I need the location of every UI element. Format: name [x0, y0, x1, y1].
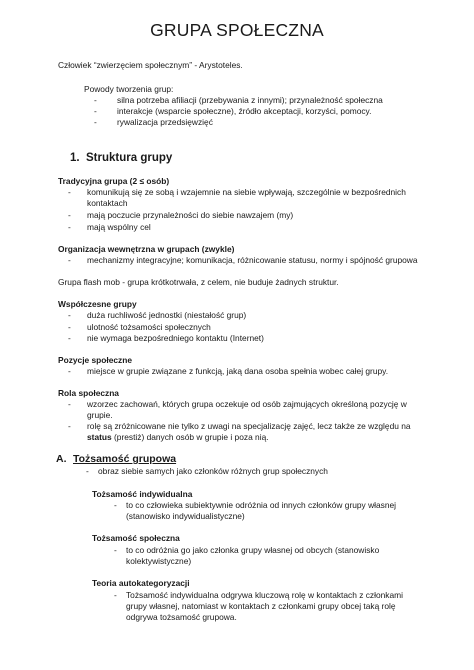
bullet-dash: - — [68, 333, 71, 343]
list-item-continuation: odgrywa tożsamość grupowa. — [126, 612, 237, 622]
list-item: wzorzec zachowań, których grupa oczekuje od osób zajmujących określoną pozycję w — [87, 399, 407, 409]
list-item: miejsce w grupie związane z funkcją, jaką dana osoba spełnia wobec całej grupy. — [87, 366, 389, 376]
section-heading: Tożsamość grupowa — [73, 453, 177, 465]
list-item: komunikują się ze sobą i wzajemnie na siebie wpływają, szczególnie w bezpośrednich — [87, 187, 406, 197]
bullet-dash: - — [94, 117, 97, 127]
bullet-dash: - — [114, 590, 117, 600]
reasons-heading: Powody tworzenia grup: — [84, 84, 174, 94]
list-item: mechanizmy integracyjne; komunikacja, różnicowanie statusu, normy i spójność grupowa — [87, 255, 418, 265]
bullet-dash: - — [86, 466, 89, 476]
list-item-continuation: (stanowisko indywidualistyczne) — [126, 511, 245, 521]
intro-quote: Człowiek “zwierzęciem społecznym” - Arystoteles. — [58, 60, 243, 70]
list-item: Tożsamość indywidualna odgrywa kluczową rolę w kontaktach z członkami — [126, 590, 403, 600]
list-item: to co człowieka subiektywnie odróżnia od innych członków grupy własnej — [126, 500, 396, 510]
reason-item: interakcje (wsparcie społeczne), źródło akceptacji, korzyści, pomocy. — [117, 106, 372, 116]
bullet-dash: - — [68, 399, 71, 409]
bullet-dash: - — [68, 187, 71, 197]
bullet-dash: - — [94, 95, 97, 105]
list-item: mają wspólny cel — [87, 222, 151, 232]
section-letter: A. — [56, 453, 67, 465]
list-item: nie wymaga bezpośredniego kontaktu (Internet) — [87, 333, 264, 343]
subheading-modern: Współczesne grupy — [58, 299, 137, 309]
subheading-role: Rola społeczna — [58, 388, 119, 398]
list-item: obraz siebie samych jako członków różnych grup społecznych — [98, 466, 328, 476]
subheading-individual: Tożsamość indywidualna — [92, 489, 193, 499]
bullet-dash: - — [114, 545, 117, 555]
bullet-dash: - — [68, 421, 71, 431]
subheading-social: Tożsamość społeczna — [92, 533, 180, 543]
subheading-position: Pozycje społeczne — [58, 355, 133, 365]
status-term: status — [87, 432, 112, 442]
status-rest: (prestiż) danych osób w grupie i poza nią. — [111, 432, 269, 442]
bullet-dash: - — [114, 500, 117, 510]
list-item-continuation: kontaktach — [87, 198, 128, 208]
reason-item: rywalizacja przedsięwzięć — [117, 117, 213, 127]
bullet-dash: - — [94, 106, 97, 116]
list-item-continuation: grupy własnej, natomiast w kontaktach z członkami grupy obcej taką rolę — [126, 601, 396, 611]
list-item-continuation: grupie. — [87, 410, 113, 420]
bullet-dash: - — [68, 366, 71, 376]
section-number: 1. — [70, 152, 80, 164]
list-item-continuation: kolektywistyczne) — [126, 556, 192, 566]
list-item: mają poczucie przynależności do siebie nawzajem (my) — [87, 210, 294, 220]
flash-mob-text: Grupa flash mob - grupa krótkotrwała, z celem, nie buduje żadnych struktur. — [58, 277, 339, 287]
list-item: duża ruchliwość jednostki (niestałość grup) — [87, 310, 247, 320]
bullet-dash: - — [68, 210, 71, 220]
list-item: to co odróżnia go jako członka grupy własnej od obcych (stanowisko — [126, 545, 380, 555]
list-item: ulotność tożsamości społecznych — [87, 322, 211, 332]
bullet-dash: - — [68, 255, 71, 265]
subheading-traditional: Tradycyjna grupa (2 ≤ osób) — [58, 176, 170, 186]
list-item-continuation — [87, 432, 269, 442]
document-title: GRUPA SPOŁECZNA — [150, 20, 324, 40]
subheading-self-categorization: Teoria autokategoryzacji — [92, 578, 190, 588]
section-heading: Struktura grupy — [86, 152, 173, 164]
bullet-dash: - — [68, 322, 71, 332]
list-item: rolę są zróżnicowane nie tylko z uwagi na specjalizację zajęć, lecz także ze względu na — [87, 421, 411, 431]
bullet-dash: - — [68, 310, 71, 320]
reason-item: silna potrzeba afiliacji (przebywania z innymi); przynależność społeczna — [117, 95, 383, 105]
subheading-internal: Organizacja wewnętrzna w grupach (zwykle) — [58, 244, 235, 254]
bullet-dash: - — [68, 222, 71, 232]
